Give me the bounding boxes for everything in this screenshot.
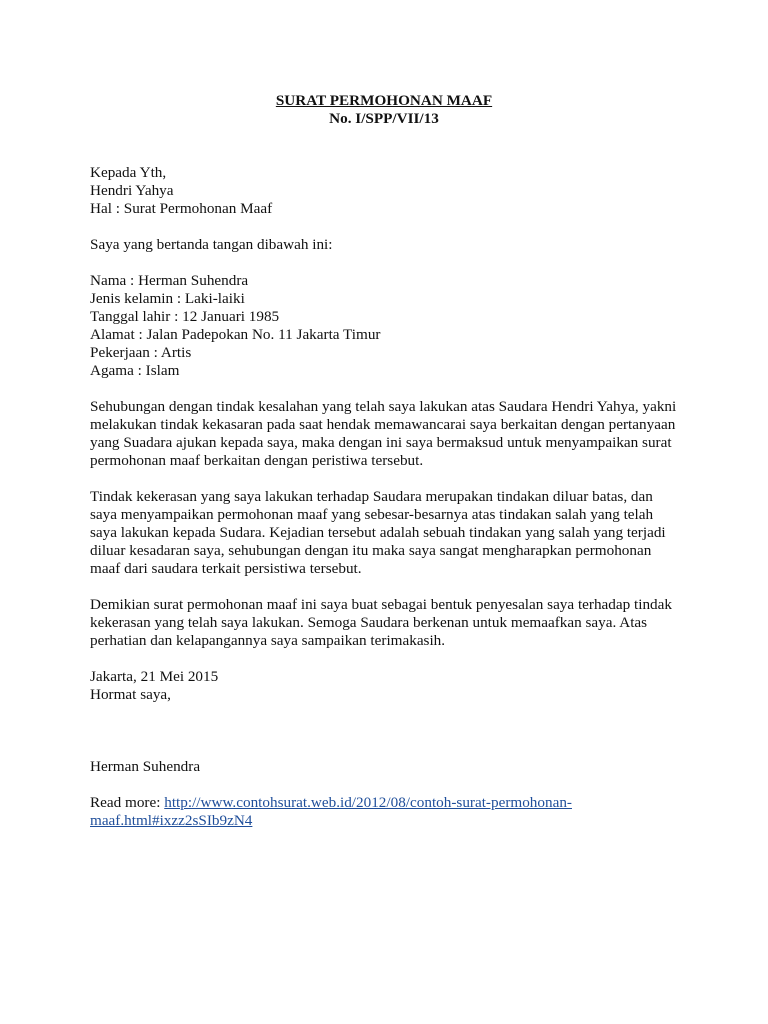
paragraph-line: perhatian dan kelapangannya saya sampaikan terimakasih. <box>90 632 446 649</box>
identity-block <box>90 272 690 380</box>
paragraph-1 <box>90 398 690 470</box>
letter-body <box>90 164 690 830</box>
paragraph-line: permohonan maaf berkaitan dengan peristiwa tersebut. <box>90 452 424 469</box>
paragraph-line: saya menyampaikan permohonan maaf yang sebesar-besarnya atas tindakan salah yang telah <box>90 506 654 523</box>
paragraph-line: Tindak kekerasan yang saya lakukan terhadap Saudara merupakan tindakan diluar batas, dan <box>90 488 653 505</box>
identity-name: Nama : Herman Suhendra <box>90 272 249 289</box>
letter-title: SURAT PERMOHONAN MAAF <box>275 92 493 109</box>
read-more-link-continued[interactable]: maaf.html#ixzz2sSIb9zN4 <box>90 812 253 829</box>
paragraph-line: kekerasan yang telah saya lakukan. Semoga Saudara berkenan untuk memaafkan saya. Atas <box>90 614 648 631</box>
read-more-link[interactable]: http://www.contohsurat.web.id/2012/08/contoh-surat-permohonan- <box>164 794 572 811</box>
paragraph-line: yang Suadara ajukan kepada saya, maka dengan ini saya bermaksud untuk menyampaikan surat <box>90 434 672 451</box>
identity-religion: Agama : Islam <box>90 362 180 379</box>
recipient-name: Hendri Yahya <box>90 182 174 199</box>
recipient-greeting: Kepada Yth, <box>90 164 167 181</box>
read-more-line-2 <box>90 812 690 830</box>
intro-line: Saya yang bertanda tangan dibawah ini: <box>90 236 333 253</box>
paragraph-line: saya lakukan kepada Sudara. Kejadian tersebut adalah sebuah tindakan yang salah yang terjadi <box>90 524 666 541</box>
paragraph-line: Sehubungan dengan tindak kesalahan yang telah saya lakukan atas Saudara Hendri Yahya, yakni <box>90 398 677 415</box>
letter-subject: Hal : Surat Permohonan Maaf <box>90 200 273 217</box>
paragraph-line: maaf dari saudara terkait persistiwa tersebut. <box>90 560 362 577</box>
identity-gender: Jenis kelamin : Laki-laiki <box>90 290 245 307</box>
read-more-line <box>90 794 690 812</box>
paragraph-3 <box>90 596 690 650</box>
paragraph-line: melakukan tindak kekasaran pada saat hendak memawancarai saya berkaitan dengan pertanyaan <box>90 416 676 433</box>
identity-address: Alamat : Jalan Padepokan No. 11 Jakarta Timur <box>90 326 381 343</box>
letter-number: No. I/SPP/VII/13 <box>329 110 439 127</box>
paragraph-line: diluar kesadaran saya, sehubungan dengan itu maka saya sangat mengharapkan permohonan <box>90 542 652 559</box>
closing-salutation: Hormat saya, <box>90 686 171 703</box>
place-date: Jakarta, 21 Mei 2015 <box>90 668 219 685</box>
paragraph-line: Demikian surat permohonan maaf ini saya buat sebagai bentuk penyesalan saya terhadap tindak <box>90 596 672 613</box>
paragraph-2 <box>90 488 690 578</box>
identity-birth: Tanggal lahir : 12 Januari 1985 <box>90 308 280 325</box>
read-more-block <box>90 794 690 830</box>
letter-header <box>0 92 768 128</box>
identity-job: Pekerjaan : Artis <box>90 344 192 361</box>
signer-name: Herman Suhendra <box>90 758 201 775</box>
read-more-label: Read more: <box>90 794 165 811</box>
